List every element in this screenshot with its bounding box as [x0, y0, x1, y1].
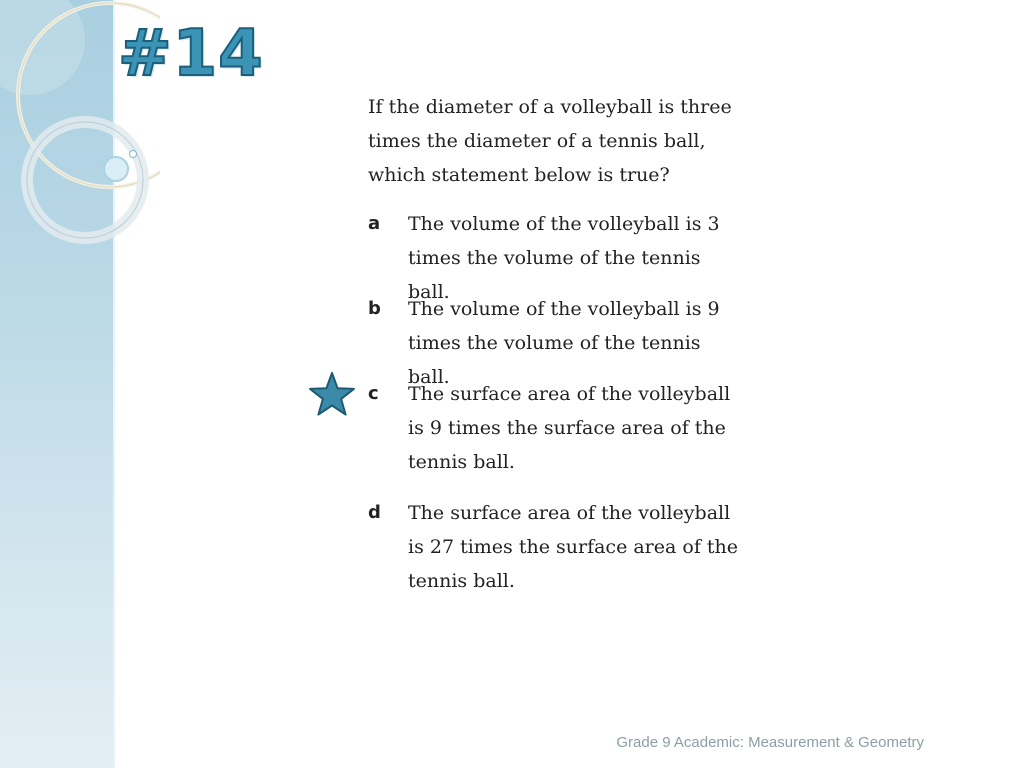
option-text: The surface area of the volleyball is 27 times the surface area of the tennis ball.: [408, 502, 739, 592]
option-letter: d: [368, 502, 381, 523]
side-panel-edge: [113, 0, 115, 768]
option-text: The surface area of the volleyball is 9 times the surface area of the tennis ball.: [408, 383, 731, 473]
option-text: The volume of the volleyball is 3 times the volume of the tennis ball.: [408, 213, 720, 303]
star-icon: [308, 371, 356, 419]
option-letter: c: [368, 383, 379, 404]
slide-footer: Grade 9 Academic: Measurement & Geometry: [616, 734, 924, 751]
option-text: The volume of the volleyball is 9 times the volume of the tennis ball.: [408, 298, 720, 388]
question-text: If the diameter of a volleyball is three times the diameter of a tennis ball, which statement below is true?: [368, 96, 732, 186]
side-panel: [0, 0, 113, 768]
slide-title: #14: [118, 17, 264, 91]
option-letter: b: [368, 298, 381, 319]
option-letter: a: [368, 213, 381, 234]
